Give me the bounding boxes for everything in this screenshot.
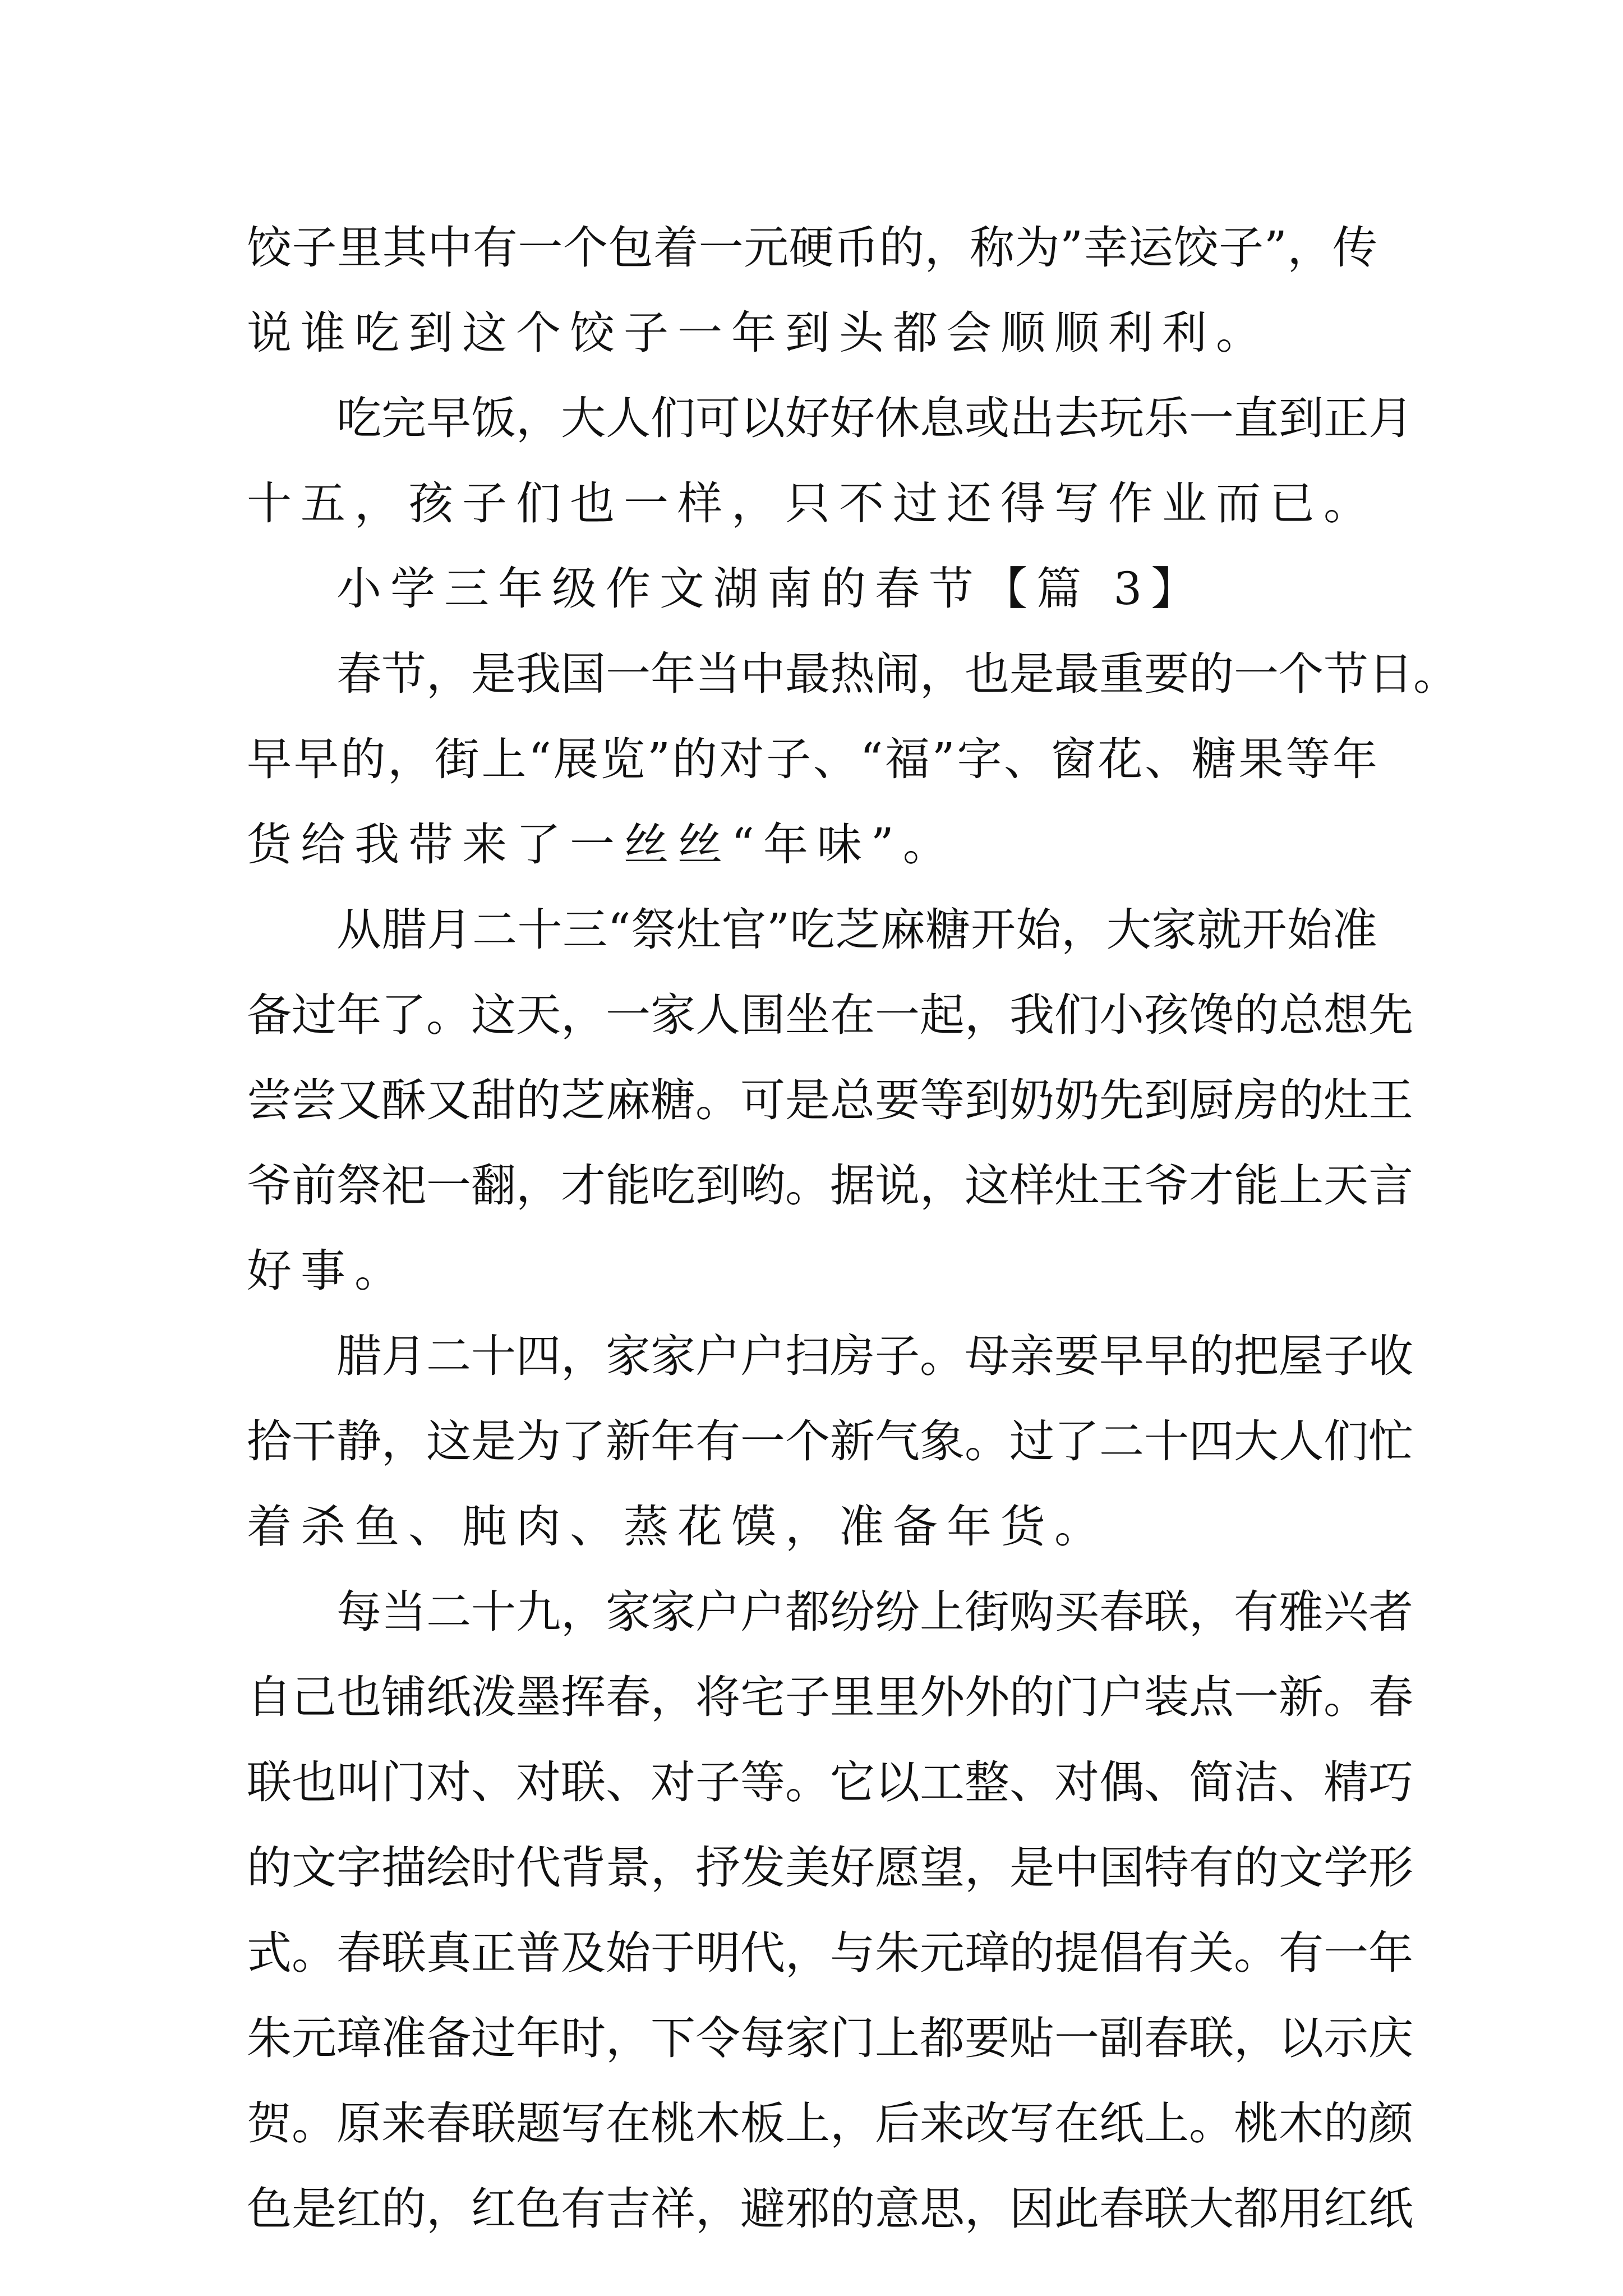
text-line: 着杀鱼、肫肉、蒸花馍，准备年货。 (247, 1501, 1108, 1553)
text-line: 朱 元 璋 准 备 过 年 时 ， 下 令 每 家 门 上 都 要 贴 一 副 春 联 ， 以 示 庆 (247, 2012, 1413, 2064)
text-line: 好事。 (247, 1245, 408, 1297)
text-line: 每 当 二 十 九 ， 家 家 户 户 都 纷 纷 上 街 购 买 春 联 ， 有 雅 兴 者 (336, 1586, 1413, 1638)
text-line: 的 文 字 描 绘 时 代 背 景 ， 抒 发 美 好 愿 望 ， 是 中 国 特 有 的 文 学 形 (247, 1842, 1413, 1894)
text-line: 早 早 的 ， 街 上 “ 展 览 ” 的 对 子 、 “ 福 ” 字 、 窗 花 、 糖 果 等 年 (247, 733, 1377, 785)
document-body (247, 205, 1458, 2252)
text-line: 春 节 ， 是 我 国 一 年 当 中 最 热 闹 ， 也 是 最 重 要 的 一 个 节 日 。 (336, 648, 1458, 700)
text-line: 尝 尝 又 酥 又 甜 的 芝 麻 糖 。 可 是 总 要 等 到 奶 奶 先 到 厨 房 的 灶 王 (247, 1074, 1413, 1126)
text-line: 色 是 红 的 ， 红 色 有 吉 祥 ， 避 邪 的 意 思 ， 因 此 春 联 大 都 用 红 纸 (247, 2183, 1413, 2235)
text-line: 货给我带来了一丝丝“年味”。 (247, 818, 957, 871)
text-line: 说谁吃到这个饺子一年到头都会顺顺利利。 (247, 307, 1270, 359)
text-line: 贺 。 原 来 春 联 题 写 在 桃 木 板 上 ， 后 来 改 写 在 纸 上 。 桃 木 的 颜 (247, 2097, 1413, 2150)
text-line: 饺 子 里 其 中 有 一 个 包 着 一 元 硬 币 的 ， 称 为 ” 幸 运 饺 子 ” ， 传 (247, 222, 1377, 274)
text-line: 自 己 也 铺 纸 泼 墨 挥 春 ， 将 宅 子 里 里 外 外 的 门 户 装 点 一 新 。 春 (247, 1671, 1413, 1723)
text-line: 小学三年级作文湖南的春节【篇 3】 (336, 563, 1205, 615)
text-line: 式 。 春 联 真 正 普 及 始 于 明 代 ， 与 朱 元 璋 的 提 倡 有 关 。 有 一 年 (247, 1927, 1413, 1979)
text-line: 从 腊 月 二 十 三 “ 祭 灶 官 ” 吃 芝 麻 糖 开 始 ， 大 家 就 开 始 准 (336, 904, 1377, 956)
text-line: 十五，孩子们也一样，只不过还得写作业而已。 (247, 477, 1377, 530)
text-line: 腊 月 二 十 四 ， 家 家 户 户 扫 房 子 。 母 亲 要 早 早 的 把 屋 子 收 (336, 1330, 1413, 1382)
text-line: 拾 干 静 ， 这 是 为 了 新 年 有 一 个 新 气 象 。 过 了 二 十 四 大 人 们 忙 (247, 1415, 1413, 1467)
text-line: 备 过 年 了 。 这 天 ， 一 家 人 围 坐 在 一 起 ， 我 们 小 孩 馋 的 总 想 先 (247, 989, 1413, 1041)
text-line: 联 也 叫 门 对 、 对 联 、 对 子 等 。 它 以 工 整 、 对 偶 、 简 洁 、 精 巧 (247, 1756, 1413, 1809)
text-line: 吃 完 早 饭 ， 大 人 们 可 以 好 好 休 息 或 出 去 玩 乐 一 直 到 正 月 (336, 392, 1413, 444)
text-line: 爷 前 祭 祀 一 翻 ， 才 能 吃 到 哟 。 据 说 ， 这 样 灶 王 爷 才 能 上 天 言 (247, 1159, 1413, 1212)
